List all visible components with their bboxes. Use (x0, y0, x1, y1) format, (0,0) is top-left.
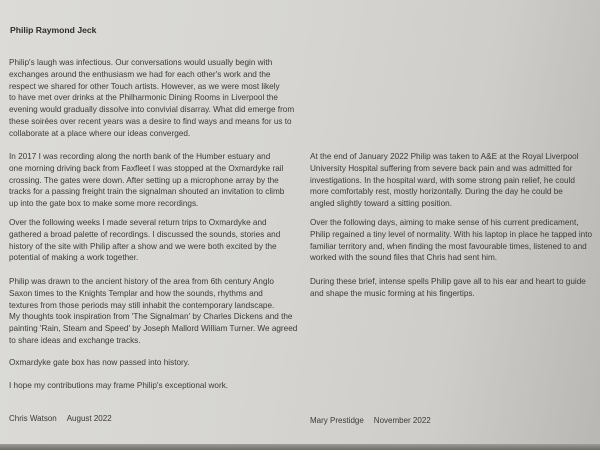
text-line: During these brief, intense spells Philip gave all to his ear and heart to guide (310, 277, 586, 286)
text-line: angled slightly toward a sitting position. (310, 199, 452, 208)
text-line: and shape the music forming at his fingertips. (310, 288, 475, 298)
signature-date: August 2022 (66, 414, 112, 423)
text-line: to share ideas and exchange tracks. (9, 335, 141, 345)
text-line: up into the gate box to make some more recordings. (9, 199, 199, 208)
signature-mary-prestidge (310, 416, 431, 425)
text-line: Saxon times to the Knights Templar and how the sounds, rhythms and (9, 288, 263, 298)
text-line: Philip regained a tiny level of normality. With his laptop in place he tapped into (310, 229, 593, 239)
text-line: Philip was drawn to the ancient history of the area from 6th century Anglo (9, 277, 274, 286)
right-paragraph-3 (310, 276, 586, 300)
text-line: evening would gradually dissolve into convivial disarray. What did emerge from (9, 105, 295, 114)
text-line: tracks for a passing freight train the signalman shouted an invitation to climb (9, 187, 285, 197)
text-line: Philip's laugh was infectious. Our conversations would usually begin with (9, 58, 273, 67)
text-line: At the end of January 2022 Philip was taken to A&E at the Royal Liverpool (310, 152, 579, 161)
left-paragraph-4 (9, 276, 297, 347)
text-line: painting 'Rain, Steam and Speed' by Joseph Mallord William Turner. We agreed (9, 324, 298, 333)
text-line: potential of making a work together. (9, 253, 139, 263)
text-line: In 2017 I was recording along the north bank of the Humber estuary and (9, 152, 271, 161)
text-line: to have met over drinks at the Philharmonic Dining Rooms in Liverpool the (9, 93, 278, 103)
text-line: Over the following weeks I made several return trips to Oxmardyke and (9, 218, 267, 227)
text-line: more comfortably rest, mostly horizontally. During the day he could be (310, 187, 563, 197)
left-paragraph-1 (9, 57, 294, 139)
text-line: exchanges around the enthusiasm we had for each other's work and the (9, 69, 271, 79)
text-line: respect we shared for other Touch artists. However, as we were most likely (9, 81, 280, 91)
text-line: I hope my contributions may frame Philip's exceptional work. (9, 381, 229, 390)
text-line: one morning driving back from Faxfleet I was stopped at the Oxmardyke rail (9, 163, 284, 173)
text-line: familiar territory and, when finding the most favourable times, listened to and (310, 241, 587, 251)
signature-name: Mary Prestidge (310, 416, 364, 425)
right-paragraph-2 (310, 217, 592, 264)
text-line: University Hospital suffering from severe back pain and was admitted for (310, 163, 573, 173)
signature-chris-watson (9, 414, 112, 423)
text-line: these soirées over recent years was a desire to find ways and means for us to (9, 116, 292, 126)
text-line: worked with the sound files that Chris had sent him. (310, 253, 498, 263)
document-title: Philip Raymond Jeck (10, 25, 97, 35)
left-paragraph-2 (9, 151, 284, 210)
left-paragraph-3 (9, 217, 280, 264)
text-line: history of the site with Philip after a show and we were both excited by the (9, 241, 277, 251)
page-bottom-edge (0, 444, 600, 450)
text-line: crossing. The gates were down. After setting up a microphone array by the (9, 175, 279, 185)
text-line: investigations. In the hospital ward, with some strong pain relief, he could (310, 175, 575, 185)
left-paragraph-6 (9, 380, 228, 392)
text-line: My thoughts took inspiration from 'The Signalman' by Charles Dickens and the (9, 312, 293, 322)
text-line: textures from those periods may still inhabit the contemporary landscape. (9, 300, 275, 310)
left-paragraph-5 (9, 357, 190, 369)
text-line: Over the following days, aiming to make sense of his current predicament, (310, 218, 579, 227)
text-line: Oxmardyke gate box has now passed into history. (9, 358, 190, 367)
signature-date: November 2022 (373, 416, 431, 425)
text-line: collaborate at a place where our ideas converged. (9, 128, 191, 138)
right-paragraph-1 (310, 151, 579, 210)
text-line: gathered a broad palette of recordings. I discussed the sounds, stories and (9, 229, 281, 239)
signature-name: Chris Watson (9, 414, 57, 423)
